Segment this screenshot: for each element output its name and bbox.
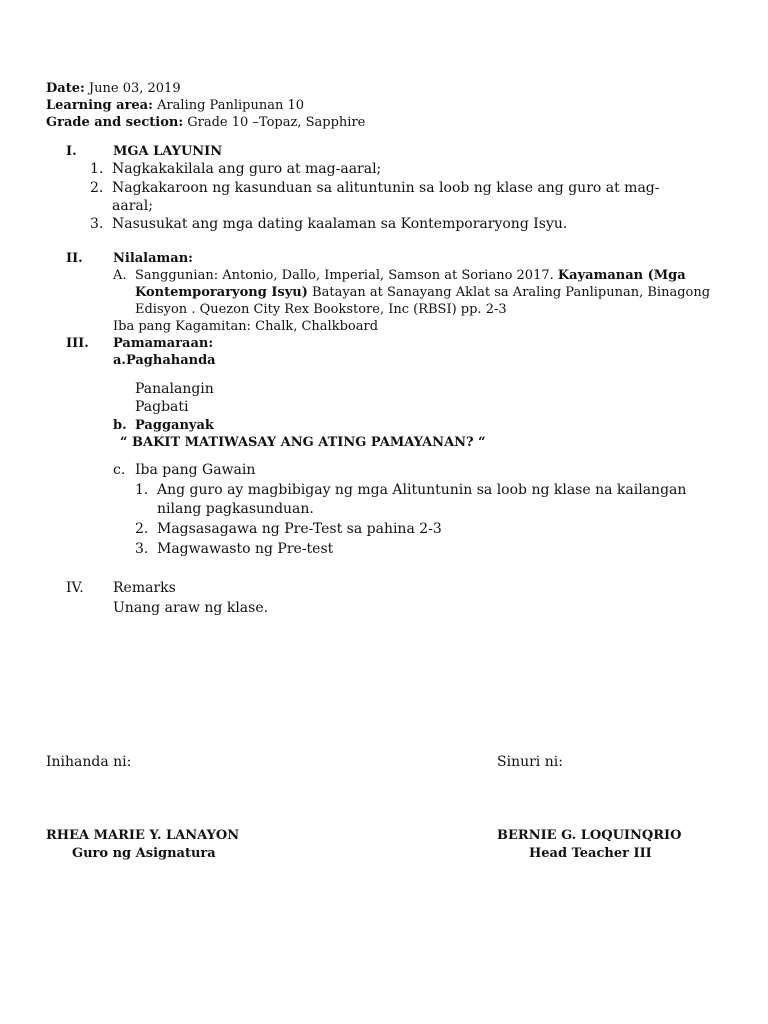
preparation-title: a.Paghahanda	[113, 353, 216, 368]
objective-text: Nagkakaroon ng kasunduan sa alituntunin sa loob ng klase ang guro at mag-	[112, 180, 660, 196]
activity-text: Magsasagawa ng Pre-Test sa pahina 2-3	[157, 521, 442, 537]
objective-text: Nagkakakilala ang guro at mag-aaral;	[112, 161, 382, 177]
date-value: June 03, 2019	[88, 81, 181, 96]
grade-value: Grade 10 –Topaz, Sapphire	[187, 115, 366, 130]
reference-description: Batayan at Sanayang Aklat sa Araling Panlipunan, Binagong	[307, 285, 711, 300]
reference-book-title: Kayamanan (Mga	[557, 268, 686, 283]
section-2-title: Nilalaman:	[113, 251, 193, 266]
activity-text: Magwawasto ng Pre-test	[157, 541, 334, 557]
other-materials: Iba pang Kagamitan: Chalk, Chalkboard	[113, 319, 379, 334]
reference-line	[113, 267, 686, 284]
learning-area-line	[46, 97, 304, 114]
other-activities-line	[113, 461, 255, 480]
motivation-title: Pagganyak	[135, 418, 214, 433]
list-number: 2.	[90, 180, 104, 196]
objective-item	[90, 215, 567, 234]
section-3-numeral: III.	[66, 336, 89, 351]
checker-name: BERNIE G. LOQUINQRIO	[497, 828, 682, 843]
activity-text-continued: nilang pagkasunduan.	[157, 501, 314, 517]
motivation-line	[113, 417, 214, 434]
reference-book-title: Kontemporaryong Isyu)	[135, 285, 308, 300]
objective-text: Nasusukat ang mga dating kaalaman sa Kontemporaryong Isyu.	[112, 216, 568, 232]
list-number: 2.	[135, 521, 149, 537]
list-number: 1.	[90, 161, 104, 177]
reference-line	[135, 284, 710, 301]
section-2-numeral: II.	[66, 251, 83, 266]
checked-by-label: Sinuri ni:	[497, 754, 563, 770]
list-letter: A.	[113, 268, 127, 283]
objective-item	[90, 160, 381, 179]
activity-text: Ang guro ay magbibigay ng mga Alituntunin sa loob ng klase na kailangan	[157, 482, 687, 498]
activity-item	[135, 481, 686, 500]
remarks-text: Unang araw ng klase.	[113, 600, 269, 616]
section-3-title: Pamamaraan:	[113, 336, 214, 351]
section-1-numeral: I.	[66, 144, 77, 159]
objective-text-continued: aaral;	[112, 198, 153, 214]
reference-publisher: Edisyon . Quezon City Rex Bookstore, Inc (RBSI) pp. 2-3	[135, 302, 507, 317]
section-4-title: Remarks	[113, 580, 176, 596]
prepared-by-label: Inihanda ni:	[46, 754, 132, 770]
list-number: 1.	[135, 482, 149, 498]
grade-line	[46, 114, 365, 131]
list-letter: b.	[113, 418, 127, 433]
learning-area-label: Learning area:	[46, 98, 153, 113]
preparer-name: RHEA MARIE Y. LANAYON	[46, 828, 240, 843]
objective-item	[90, 179, 660, 198]
checker-title: Head Teacher III	[529, 846, 652, 861]
activity-item	[135, 520, 442, 539]
motivation-question: “ BAKIT MATIWASAY ANG ATING PAMAYANAN? “	[120, 435, 486, 450]
reference-authors: Sanggunian: Antonio, Dallo, Imperial, Samson at Soriano 2017.	[135, 268, 558, 283]
prayer-text: Panalangin	[135, 381, 214, 397]
learning-area-value: Araling Panlipunan 10	[157, 98, 305, 113]
greeting-text: Pagbati	[135, 399, 189, 415]
activity-item	[135, 540, 333, 559]
list-letter: c.	[113, 462, 126, 478]
list-number: 3.	[135, 541, 149, 557]
section-4-numeral: IV.	[66, 580, 84, 596]
grade-label: Grade and section:	[46, 115, 184, 130]
preparer-title: Guro ng Asignatura	[72, 846, 216, 861]
other-activities-title: Iba pang Gawain	[135, 462, 256, 478]
section-1-title: MGA LAYUNIN	[113, 144, 223, 159]
date-label: Date:	[46, 81, 85, 96]
list-number: 3.	[90, 216, 104, 232]
date-line	[46, 80, 181, 97]
